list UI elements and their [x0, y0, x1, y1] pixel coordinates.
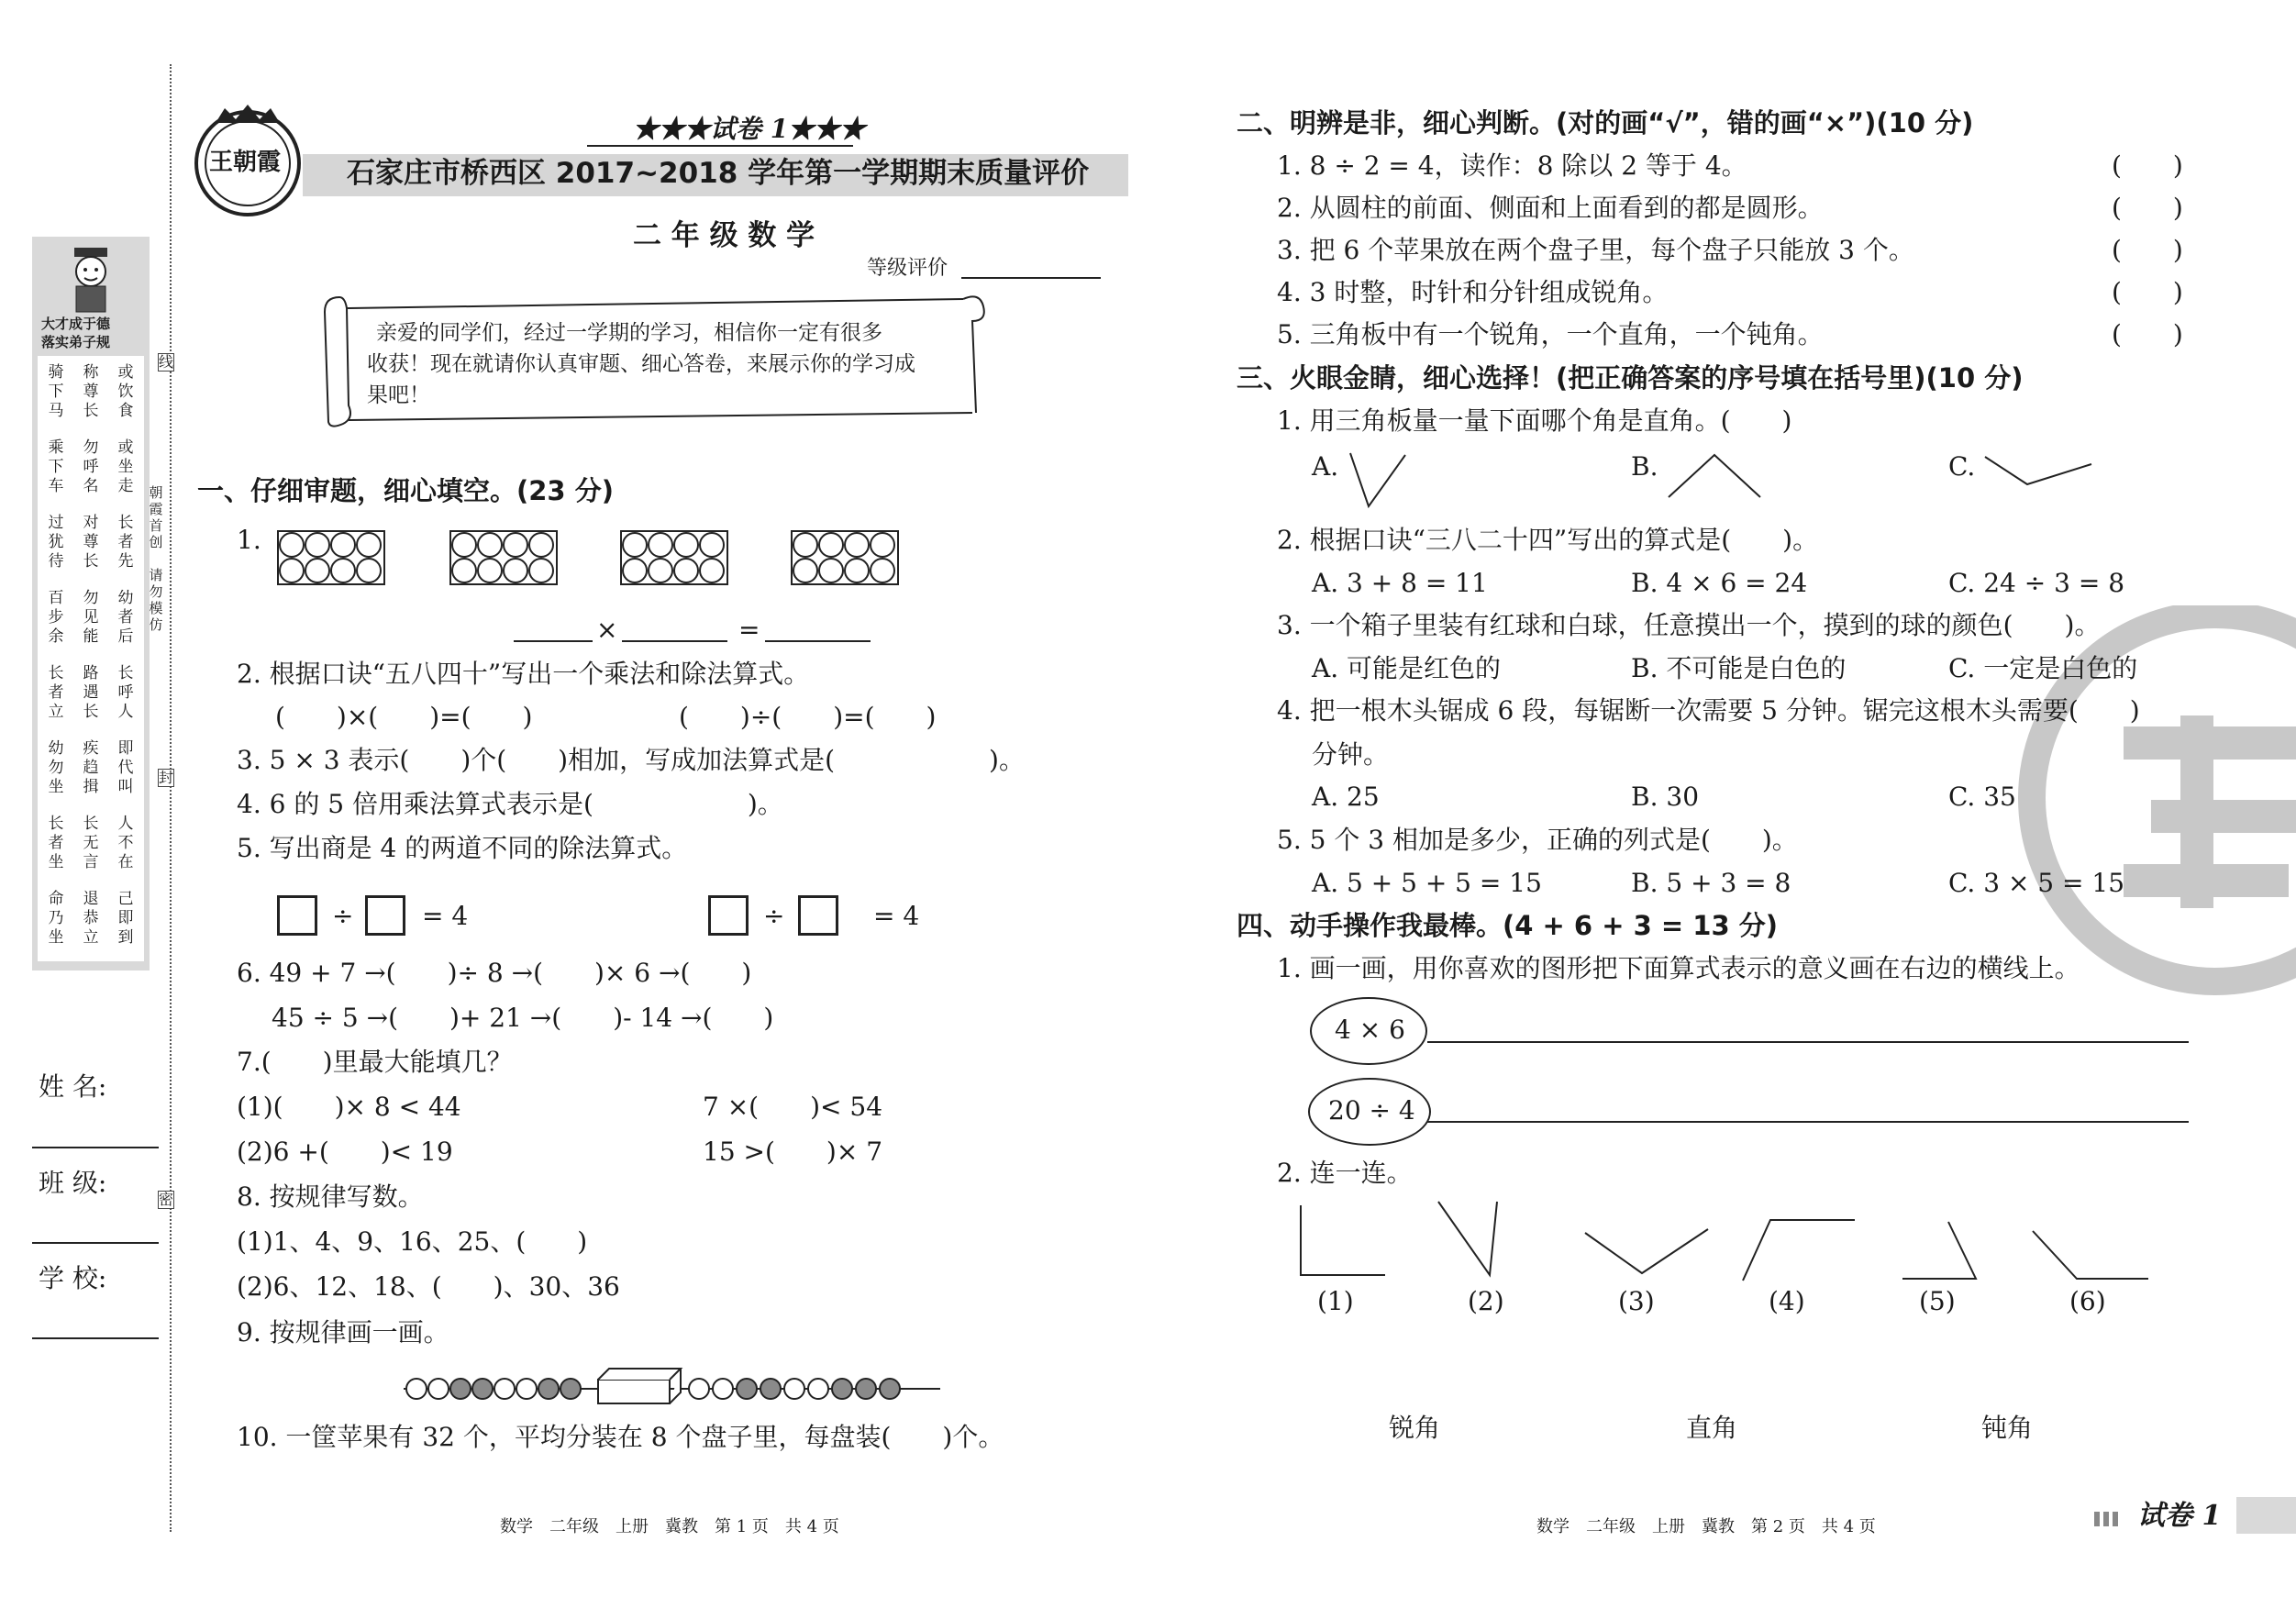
class-field[interactable]	[32, 1242, 159, 1244]
s3-q3-b[interactable]: B. 不可能是白色的	[1631, 653, 1847, 683]
name-label: 姓 名:	[39, 1071, 107, 1102]
bead	[856, 1379, 876, 1399]
rule: 长者立	[48, 664, 64, 721]
angle-3	[1585, 1229, 1708, 1273]
s4-q2: 2. 连一连。	[1277, 1158, 1413, 1188]
q5-box-3[interactable]	[708, 895, 749, 936]
q2-text: 2. 根据口诀“五八四十”写出一个乘法和除法算式。	[237, 659, 810, 689]
s3-q2-a[interactable]: A. 3 + 8 = 11	[1312, 568, 1488, 598]
s3-q5: 5. 5 个 3 相加是多少，正确的列式是( )。	[1277, 825, 1798, 855]
angle-label-3: (3)	[1618, 1286, 1655, 1316]
grid-circle	[305, 533, 329, 557]
circle-grid-group	[277, 530, 901, 587]
angle-2	[1438, 1202, 1497, 1275]
angle-option-c	[1981, 451, 2096, 497]
q5-box-1[interactable]	[277, 895, 317, 936]
grade-eval-label: 等级评价	[867, 257, 948, 280]
fold-mark-secret: 密	[159, 1191, 174, 1208]
cartoon-student-icon	[54, 244, 128, 317]
rule: 路遇长	[83, 664, 99, 721]
s3-q1: 1. 用三角板量一量下面哪个角是直角。( )	[1277, 405, 1792, 436]
section2-title: 二、明辨是非，细心判断。(对的画“√”，错的画“×”)(10 分)	[1237, 107, 1974, 139]
circle-grid-box	[621, 531, 727, 584]
footer-tag-dots	[2094, 1512, 2120, 1526]
s3-q4-b[interactable]: B. 30	[1631, 782, 1700, 812]
grid-circle	[452, 533, 476, 557]
bead	[880, 1379, 900, 1399]
grid-circle	[623, 533, 647, 557]
q5-div-1: ÷	[332, 901, 354, 931]
angle-label-1: (1)	[1317, 1286, 1354, 1316]
q5-div-2: ÷	[763, 901, 785, 931]
grid-circle	[649, 559, 672, 582]
draw-line-2[interactable]	[1427, 1121, 2189, 1123]
rule: 称尊长	[83, 363, 99, 420]
rule: 百步余	[48, 589, 64, 646]
bead	[560, 1379, 581, 1399]
rule: 勿见能	[83, 589, 99, 646]
angles-to-match	[1293, 1192, 2165, 1293]
q5-box-2[interactable]	[365, 895, 405, 936]
motto-1: 大才成于德	[41, 316, 111, 332]
grid-circle	[649, 533, 672, 557]
rule: 长无言	[83, 815, 99, 871]
series-title: ★★★试卷 1★★★	[633, 114, 866, 144]
grid-circle	[452, 559, 476, 582]
q5-box-4[interactable]	[798, 895, 838, 936]
footer-left: 数学 二年级 上册 冀教 第 1 页 共 4 页	[500, 1517, 839, 1536]
bead	[737, 1379, 757, 1399]
rule: 疾趋揖	[83, 739, 99, 796]
angle-6	[2033, 1231, 2148, 1279]
q6-line-1: 6. 49 + 7 →( )÷ 8 →( )× 6 →( )	[237, 958, 752, 988]
name-field[interactable]	[32, 1147, 159, 1148]
bead	[713, 1379, 733, 1399]
grid-circle	[623, 559, 647, 582]
s2-item-1: 1. 8 ÷ 2 = 4，读作：8 除以 2 等于 4。	[1277, 150, 1747, 181]
grid-circle	[674, 533, 698, 557]
grid-circle	[793, 533, 817, 557]
section1-title: 一、仔细审题，细心填空。(23 分)	[197, 475, 614, 506]
fold-mark-seal: 封	[159, 769, 174, 786]
s4-q1: 1. 画一画，用你喜欢的图形把下面算式表示的意义画在右边的横线上。	[1277, 953, 2080, 983]
bead	[494, 1379, 515, 1399]
angle-label-5: (5)	[1919, 1286, 1956, 1316]
grid-circle	[700, 533, 724, 557]
q6-line-2: 45 ÷ 5 →( )+ 21 →( )- 14 →( )	[272, 1003, 774, 1033]
q1-number: 1.	[237, 525, 261, 555]
s3-q2-b[interactable]: B. 4 × 6 = 24	[1631, 568, 1808, 598]
s2-item-2: 2. 从圆柱的前面、侧面和上面看到的都是圆形。	[1277, 193, 1824, 223]
q7-text: 7.( )里最大能填几？	[237, 1047, 513, 1077]
s3-q1-c[interactable]: C.	[1948, 451, 1976, 482]
expr-2: 20 ÷ 4	[1328, 1095, 1415, 1126]
q5-eq-1: = 4	[422, 901, 469, 931]
q1-blank-3[interactable]	[765, 640, 871, 642]
rule: 骑下马	[48, 363, 64, 420]
q7-c: (2)6 +( )< 19	[237, 1137, 453, 1167]
draw-line-1[interactable]	[1427, 1041, 2189, 1043]
bead	[808, 1379, 828, 1399]
q4-text: 4. 6 的 5 倍用乘法算式表示是( )。	[237, 789, 783, 819]
angle-label-4: (4)	[1769, 1286, 1805, 1316]
s2-item-3: 3. 把 6 个苹果放在两个盘子里，每个盘子只能放 3 个。	[1277, 235, 1914, 265]
category-right[interactable]: 直角	[1686, 1413, 1738, 1443]
grid-circle	[331, 533, 355, 557]
angle-1	[1301, 1205, 1385, 1275]
grid-circle	[845, 559, 869, 582]
q7-d: 15 >( )× 7	[703, 1137, 883, 1167]
rule: 或坐走	[117, 438, 134, 495]
subject-title: 二 年 级 数 学	[633, 219, 815, 252]
rule: 幼勿坐	[48, 739, 64, 796]
school-label: 学 校:	[39, 1263, 107, 1293]
bead	[450, 1379, 471, 1399]
q9-text: 9. 按规律画一画。	[237, 1317, 449, 1347]
s2-paren-5[interactable]: ( )	[2112, 319, 2183, 349]
angle-label-6: (6)	[2069, 1286, 2106, 1316]
s3-q4: 4. 把一根木头锯成 6 段，每锯断一次需要 5 分钟。锯完这根木头需要( )	[1277, 695, 2140, 726]
s2-paren-2[interactable]: ( )	[2112, 193, 2183, 223]
q5-eq-2: = 4	[873, 901, 920, 931]
grid-circle	[504, 559, 527, 582]
grid-circle	[819, 559, 843, 582]
rule: 退恭立	[83, 890, 99, 947]
bead	[784, 1379, 804, 1399]
footer-tag-bar	[2236, 1497, 2296, 1534]
grid-circle	[331, 559, 355, 582]
expr-1: 4 × 6	[1335, 1015, 1405, 1045]
grid-circle	[280, 559, 304, 582]
grid-circle	[357, 559, 381, 582]
q10-text: 10. 一筐苹果有 32 个，平均分装在 8 个盘子里，每盘装( )个。	[237, 1422, 1004, 1452]
s3-q3: 3. 一个箱子里装有红球和白球，任意摸出一个，摸到的球的颜色( )。	[1277, 610, 2101, 640]
s3-q4-a[interactable]: A. 25	[1312, 782, 1380, 812]
circle-grid-box	[450, 531, 557, 584]
logo-text: 王朝霞	[209, 149, 282, 176]
vertical-note-1: 朝霞首创	[149, 484, 163, 550]
circle-grid-box	[792, 531, 898, 584]
grid-circle	[529, 559, 553, 582]
grid-circle	[700, 559, 724, 582]
section4-title: 四、动手操作我最棒。(4 + 6 + 3 = 13 分)	[1237, 910, 1778, 941]
fold-mark-line: 线	[159, 353, 174, 371]
school-field[interactable]	[32, 1337, 159, 1339]
grid-circle	[793, 559, 817, 582]
s3-q5-c[interactable]: C. 3 × 5 = 15	[1948, 868, 2125, 898]
exam-title: 石家庄市桥西区 2017~2018 学年第一学期期末质量评价	[347, 157, 1090, 190]
rule: 过犹待	[48, 514, 64, 571]
rule: 命乃坐	[48, 890, 64, 947]
intro-line-2: 收获！现在就请你认真审题、细心答卷，来展示你的学习成	[367, 352, 915, 376]
s2-paren-1[interactable]: ( )	[2112, 150, 2183, 181]
footer-right: 数学 二年级 上册 冀教 第 2 页 共 4 页	[1536, 1517, 1876, 1536]
q2-div: ( )÷( )=( )	[679, 702, 937, 732]
rule: 人不在	[117, 815, 134, 871]
cuboid-shape	[598, 1369, 681, 1403]
angle-4	[1743, 1220, 1855, 1281]
s2-item-5: 5. 三角板中有一个锐角，一个直角，一个钝角。	[1277, 319, 1824, 349]
q5-text: 5. 写出商是 4 的两道不同的除法算式。	[237, 833, 688, 863]
rule: 乘下车	[48, 438, 64, 495]
s3-q5-b[interactable]: B. 5 + 3 = 8	[1631, 868, 1791, 898]
s3-q2: 2. 根据口诀“三八二十四”写出的算式是( )。	[1277, 525, 1819, 555]
grid-circle	[845, 533, 869, 557]
bead	[760, 1379, 781, 1399]
q8-text: 8. 按规律写数。	[237, 1181, 424, 1212]
category-acute[interactable]: 锐角	[1389, 1413, 1441, 1443]
rule: 勿呼名	[83, 438, 99, 495]
s3-q2-c[interactable]: C. 24 ÷ 3 = 8	[1948, 568, 2125, 598]
class-label: 班 级:	[39, 1168, 107, 1198]
angle-option-a	[1347, 449, 1411, 514]
grid-circle	[357, 533, 381, 557]
category-obtuse[interactable]: 钝角	[1981, 1413, 2034, 1443]
bead	[428, 1379, 449, 1399]
q7-a: (1)( )× 8 < 44	[237, 1092, 461, 1122]
q1-blank-1[interactable]	[514, 640, 593, 642]
q1-times: ×	[596, 615, 618, 645]
s3-q5-a[interactable]: A. 5 + 5 + 5 = 15	[1312, 868, 1542, 898]
rule: 长者先	[117, 514, 134, 571]
dotted-fold-line	[170, 64, 172, 1532]
circle-grid-box	[278, 531, 384, 584]
grid-circle	[478, 533, 502, 557]
q1-blank-2[interactable]	[622, 640, 727, 642]
q1-equals: =	[738, 615, 760, 645]
bead	[689, 1379, 709, 1399]
rule: 对尊长	[83, 514, 99, 571]
rule: 或饮食	[117, 363, 134, 420]
s3-q4-cont: 分钟。	[1312, 739, 1390, 770]
rule: 己即到	[117, 890, 134, 947]
grid-circle	[871, 559, 894, 582]
grid-circle	[504, 533, 527, 557]
grid-circle	[529, 533, 553, 557]
q8-b: (2)6、12、18、( )、30、36	[237, 1271, 620, 1302]
q3-text: 3. 5 × 3 表示( )个( )相加，写成加法算式是( )。	[237, 745, 1025, 775]
q7-b: 7 ×( )< 54	[703, 1092, 883, 1122]
motto-2: 落实弟子规	[41, 334, 111, 350]
rule: 即代叫	[117, 739, 134, 796]
q2-mult: ( )×( )=( )	[275, 702, 533, 732]
s3-q1-a[interactable]: A.	[1312, 451, 1339, 482]
footer-tag: 试卷 1	[2137, 1500, 2222, 1532]
rules-box	[38, 356, 144, 961]
angle-label-2: (2)	[1468, 1286, 1504, 1316]
s2-paren-4[interactable]: ( )	[2112, 277, 2183, 307]
intro-line-1: 亲爱的同学们，经过一学期的学习，相信你一定有很多	[376, 321, 882, 345]
rule: 幼者后	[117, 589, 134, 646]
grid-circle	[819, 533, 843, 557]
grid-circle	[478, 559, 502, 582]
grid-circle	[871, 533, 894, 557]
q8-a: (1)1、4、9、16、25、( )	[237, 1226, 588, 1257]
rule: 长呼人	[117, 664, 134, 721]
bead	[516, 1379, 537, 1399]
bead	[406, 1379, 427, 1399]
bead	[472, 1379, 493, 1399]
intro-line-3: 果吧！	[367, 383, 430, 407]
vertical-note-2: 请勿模仿	[149, 567, 163, 633]
sidebar-panel	[32, 237, 150, 970]
bead	[538, 1379, 559, 1399]
bead-pattern	[404, 1358, 945, 1413]
grid-circle	[674, 559, 698, 582]
grid-circle	[280, 533, 304, 557]
angle-option-b	[1665, 449, 1766, 505]
grid-circle	[305, 559, 329, 582]
rule: 长者坐	[48, 815, 64, 871]
s3-q3-a[interactable]: A. 可能是红色的	[1312, 653, 1502, 683]
grade-eval-field[interactable]	[961, 277, 1101, 279]
s2-paren-3[interactable]: ( )	[2112, 235, 2183, 265]
angle-5	[1902, 1222, 1976, 1279]
s3-q1-b[interactable]: B.	[1631, 451, 1658, 482]
s3-q4-c[interactable]: C. 35	[1948, 782, 2016, 812]
s2-item-4: 4. 3 时整，时针和分针组成锐角。	[1277, 277, 1669, 307]
s3-q3-c[interactable]: C. 一定是白色的	[1948, 653, 2138, 683]
section3-title: 三、火眼金睛，细心选择！(把正确答案的序号填在括号里)(10 分)	[1237, 362, 2024, 394]
bead	[832, 1379, 852, 1399]
